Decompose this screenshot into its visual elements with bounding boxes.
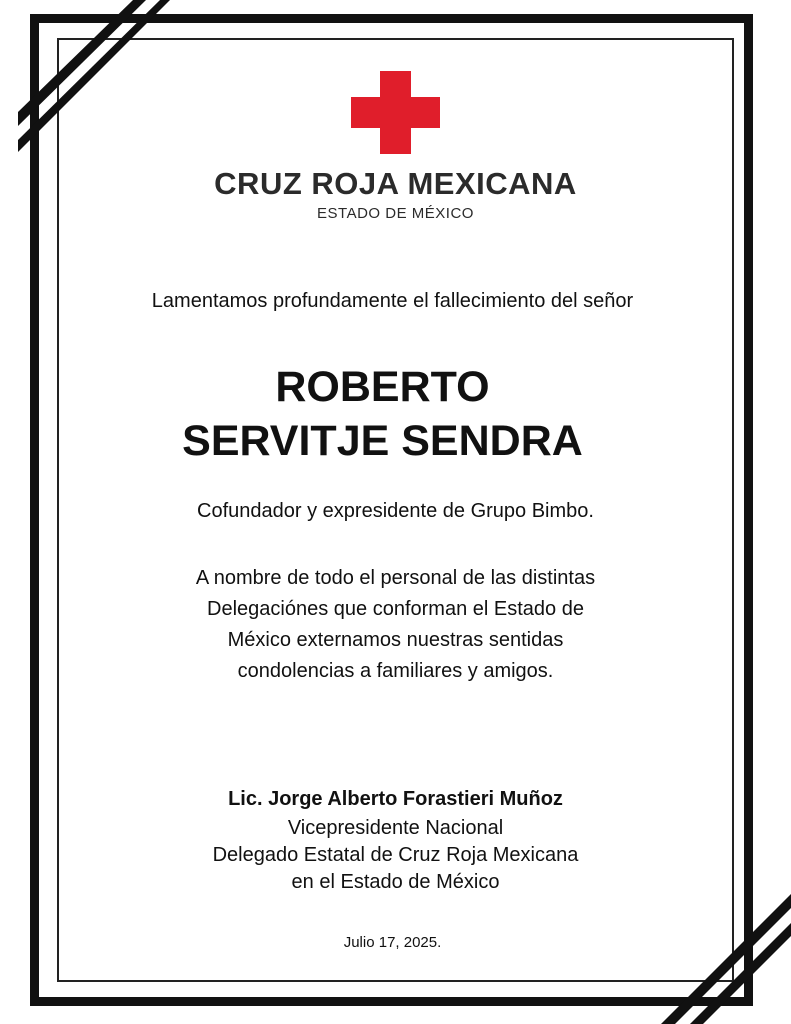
condolence-intro: Lamentamos profundamente el fallecimiento del señor xyxy=(151,290,634,312)
organization-subtitle: ESTADO DE MÉXICO xyxy=(317,205,474,222)
message-line-4: condolencias a familiares y amigos. xyxy=(237,660,554,682)
red-cross-logo-icon xyxy=(351,71,440,154)
deceased-name-line-1: ROBERTO xyxy=(275,363,490,411)
signer-title-1: Vicepresidente Nacional xyxy=(287,817,504,839)
message-line-1: A nombre de todo el personal de las distintas xyxy=(195,567,596,589)
deceased-name xyxy=(0,360,778,468)
signer-name: Lic. Jorge Alberto Forastieri Muñoz xyxy=(228,788,563,810)
signer-title-3: en el Estado de México xyxy=(291,871,500,893)
condolence-message xyxy=(0,563,791,687)
signer-titles xyxy=(0,815,791,896)
deceased-role: Cofundador y expresidente de Grupo Bimbo. xyxy=(197,500,594,522)
notice-date: Julio 17, 2025. xyxy=(343,934,442,951)
organization-name: CRUZ ROJA MEXICANA xyxy=(214,166,577,201)
signer-title-2: Delegado Estatal de Cruz Roja Mexicana xyxy=(212,844,579,866)
message-line-2: Delegaciónes que conforman el Estado de xyxy=(207,598,584,620)
message-line-3: México externamos nuestras sentidas xyxy=(227,629,564,651)
deceased-name-line-2: SERVITJE SENDRA xyxy=(182,417,583,465)
